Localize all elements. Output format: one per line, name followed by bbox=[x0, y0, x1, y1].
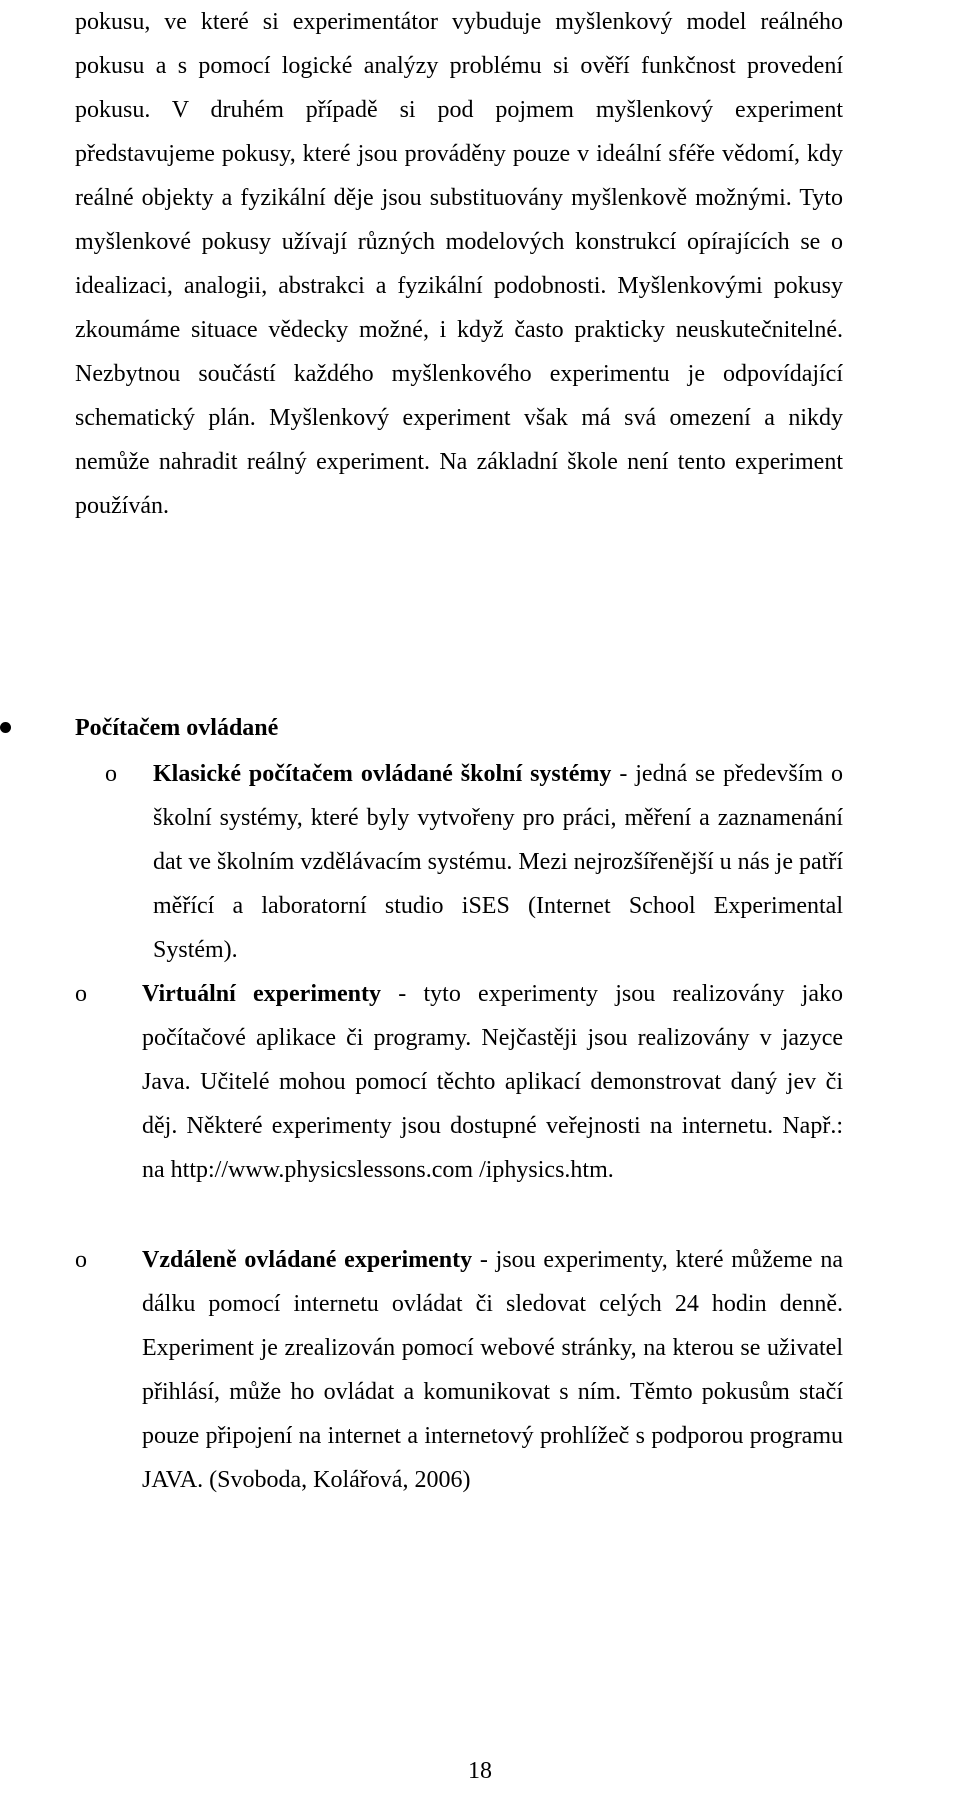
list-item-text: - jedná se především o školní systémy, které byly vytvořeny pro práci, měření a zaznamenání dat ve školním vzdělávacím systému. Mezi nejrozšířenější u nás je patří měřící a laboratorní studio iSES (Internet School Experimental Systém). bbox=[153, 761, 844, 963]
intro-paragraph: pokusu, ve které si experimentátor vybuduje myšlenkový model reálného pokusu a s pomocí logické analýzy problému si ověří funkčnost provedení pokusu. V druhém případě si pod pojmem myšlenkový experiment představujeme pokusy, které jsou prováděny pouze v ideální sféře vědomí, kdy reálné objekty a fyzikální děje jsou substituovány myšlenkově možnými. Tyto myšlenkové pokusy užívají různých modelových konstrukcí opírajících se o idealizaci, analogii, abstrakci a fyzikální podobnosti. Myšlenkovými pokusy zkoumáme situace vědecky možné, i když často prakticky neuskutečnitelné. Nezbytnou součástí každého myšlenkového experimentu je odpovídající schematický plán. Myšlenkový experiment však má svá omezení a nikdy nemůže nahradit reálný experiment. Na základní škole není tento experiment používán. bbox=[75, 9, 843, 519]
list-item bbox=[142, 1238, 843, 1502]
list-item-term: Virtuální experimenty bbox=[142, 981, 381, 1007]
list-item-term: Klasické počítačem ovládané školní systémy bbox=[153, 761, 612, 787]
list-marker-icon: o bbox=[105, 761, 117, 787]
bullet-section-header bbox=[0, 708, 960, 748]
list-item-term: Vzdáleně ovládané experimenty bbox=[142, 1247, 473, 1273]
list-marker-icon: o bbox=[75, 1247, 87, 1273]
bullet-title: Počítačem ovládané bbox=[75, 715, 279, 741]
page-number: 18 bbox=[468, 1758, 492, 1784]
list-item-text: - tyto experimenty jsou realizovány jako počítačové aplikace či programy. Nejčastěji jsou realizovány v jazyce Java. Učitelé mohou pomocí těchto aplikací demonstrovat daný jev či děj. Některé experimenty jsou dostupné veřejnosti na internetu. Např.: na http://www.physicslessons.com /iphysics.htm. bbox=[142, 981, 844, 1183]
list-marker-icon: o bbox=[75, 981, 87, 1007]
list-item bbox=[153, 752, 843, 972]
bullet-dot-icon bbox=[0, 722, 11, 733]
list-item bbox=[142, 972, 843, 1192]
list-item-text: - jsou experimenty, které můžeme na dálku pomocí internetu ovládat či sledovat celých 24 hodin denně. Experiment je zrealizován pomocí webové stránky, na kterou se uživatel přihlásí, může ho ovládat a komunikovat s ním. Těmto pokusům stačí pouze připojení na internet a internetový prohlížeč s podporou programu JAVA. (Svoboda, Kolářová, 2006) bbox=[142, 1247, 843, 1493]
